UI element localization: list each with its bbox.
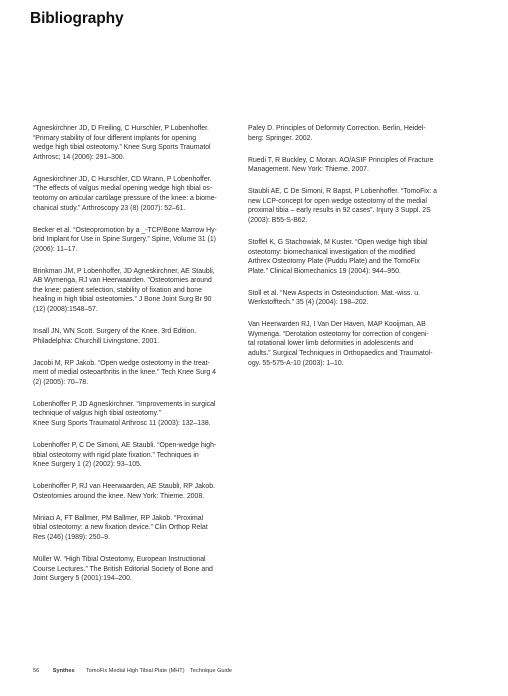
reference-line: Müller W. “High Tibial Osteotomy, European Instructional (33, 555, 206, 563)
reference-entry (33, 555, 238, 584)
reference-entry (33, 267, 238, 315)
reference-line: Stoffel K, G Stachowiak, M Kuster. “Open wedge high tibial (248, 238, 428, 246)
reference-line: healing in high tibial osteotomies.” J Bone Joint Surg Br 90 (33, 296, 212, 304)
reference-line: (2003): B55-S-B62. (248, 216, 308, 224)
reference-line: Miniaci A, FT Ballmer, PM Ballmer, RP Jakob. “Proximal (33, 514, 204, 522)
reference-line: Plate.” Clinical Biomechanics 19 (2004): 944–950. (248, 267, 401, 275)
brand-name: Synthes (52, 668, 75, 674)
reference-line: Knee Surgery 1 (2) (2002): 93–105. (33, 461, 142, 469)
page-number: 56 (33, 668, 40, 674)
reference-line: Van Heerwarden RJ, I Van Der Haven, MAP Kooijman, AB (248, 321, 426, 329)
reference-line: Osteotomies around the knee. New York: Thieme. 2008. (33, 492, 205, 500)
reference-line: teotomy on articular cartilage pressure of the knee: a biome- (33, 194, 217, 202)
reference-line: Becker et al. “Osteopromotion by a _-TCP/Bone Marrow Hy- (33, 226, 217, 234)
reference-line: Knee Surg Sports Traumatol Arthrosc 11 (2003): 132–138. (33, 420, 211, 427)
reference-line: proximal tibia – early results in 92 cases”. Injury 3 Suppl. 2S (248, 207, 431, 215)
reference-line: ment of medial osteoarthritis in the knee.” Tech Knee Surg 4 (33, 369, 216, 377)
reference-entry (248, 124, 453, 143)
reference-line: new LCP-concept for open wedge osteotomy of the medial (248, 197, 427, 205)
reference-entry (248, 156, 453, 175)
reference-entry (33, 482, 238, 501)
reference-line: Insall JN, WN Scott. Surgery of the Knee. 3rd Edition. (33, 328, 197, 336)
reference-line: Res (246) (1989): 250–9. (33, 533, 110, 541)
reference-line: Wymenga. “Derotation osteotomy for correction of congeni- (248, 330, 429, 338)
page-footer (33, 668, 232, 674)
reference-line: Brinkman JM, P Lobenhoffer, JD Agneskirchner, AE Staubli, (33, 267, 215, 275)
reference-line: Management. New York: Thieme. 2007. (248, 166, 369, 174)
reference-line: Paley D. Principles of Deformity Correction. Berlin, Heidel- (248, 125, 426, 132)
reference-entry (248, 238, 453, 276)
reference-line: Agneskirchner JD, D Freiling, C Hurschler, P Lobenhoffer. (33, 125, 209, 132)
reference-line: Joint Surgery 5 (2001):194–200. (33, 575, 132, 583)
reference-line: chanical study.” Arthroscopy 23 (8) (2007): 52–61. (33, 204, 186, 212)
reference-line: tibial osteotomy with rigid plate fixation.” Techniques in (33, 451, 199, 459)
reference-entry (33, 175, 238, 213)
page-title: Bibliography (30, 10, 124, 27)
reference-line: brid Implant for Use in Spine Surgery.” Spine, Volume 31 (1) (33, 236, 216, 244)
reference-line: Arthrosc; 14 (2006): 291–300. (33, 153, 125, 161)
reference-line: Arthrex Osteotomy Plate (Puddu Plate) and the TomoFix (248, 258, 420, 266)
reference-line: (2006): 11–17. (33, 245, 78, 253)
reference-line: Philadelphia: Churchill Livingstone. 2001. (33, 337, 160, 345)
reference-line: Ruedi T, R Buckley, C Moran. AO/ASIF Principles of Fracture (248, 156, 434, 164)
reference-entry (33, 514, 238, 543)
reference-line: Lobenhoffer P, JD Agneskirchner. “Improvements in surgical (33, 400, 216, 408)
reference-line: Stoll et al. “New Aspects in Osteoinduction. Mat.-wiss. u. (248, 289, 420, 297)
bibliography-right-column (248, 124, 453, 381)
reference-line: Course Lectures.” The British Editorial Society of Bone and (33, 565, 213, 573)
reference-line: Jacobi M, RP Jakob. “Open wedge osteotomy in the treat- (33, 359, 210, 367)
reference-line: Lobenhoffer P, RJ van Heerwaarden, AE Staubli, RP Jakob. (33, 483, 215, 491)
reference-line: AB Wymenga, RJ van Heerwaarden. “Osteotomies around (33, 277, 212, 285)
reference-line: wedge high tibial osteotomy.” Knee Surg Sports Traumatol (33, 144, 211, 152)
reference-entry (248, 320, 453, 368)
reference-entry (33, 359, 238, 388)
guide-type: Technique Guide (190, 668, 232, 674)
reference-line: Lobenhoffer P, C De Simoni, AE Staubli. “Open-wedge high- (33, 441, 217, 449)
reference-entry (33, 441, 238, 470)
reference-line: technique of valgus high tibial osteotomy.” (33, 410, 161, 418)
reference-line: “The effects of valgus medial opening wedge high tibial os- (33, 185, 213, 193)
reference-line: Werkstofftech.” 35 (4) (2004): 198–202. (248, 299, 369, 307)
reference-entry (33, 124, 238, 162)
reference-line: tibial osteotomy: a new fixation device.” Clin Orthop Relat (33, 524, 208, 532)
reference-line: (2) (2005): 70–78. (33, 378, 89, 386)
reference-line: (12) (2008):1548–57. (33, 306, 98, 314)
reference-entry (33, 226, 238, 255)
reference-line: Staubli AE, C De Simoni, R Bapst, P Lobenhoffer. “TomoFix: a (248, 188, 437, 196)
guide-title: TomoFix Medial High Tibial Plate (MHT) (86, 668, 185, 674)
reference-line: the knee: patient selection, stability of fixation and bone (33, 286, 202, 294)
reference-line: osteotomy: biomechanical investigation of the modified (248, 248, 416, 256)
reference-line: berg: Springer. 2002. (248, 134, 313, 142)
reference-entry (33, 327, 238, 346)
reference-line: tal rotational lower limb deformities in adolescents and (248, 340, 414, 348)
reference-line: adults.” Surgical Techniques in Orthopaedics and Traumatol- (248, 350, 433, 358)
reference-line: “Primary stability of four different implants for opening (33, 134, 197, 142)
reference-entry (33, 400, 238, 429)
bibliography-left-column (33, 124, 238, 596)
reference-line: Agneskirchner JD, C Hurschler, CD Wrann, P Lobenhoffer. (33, 175, 212, 183)
reference-line: ogy. 55-575-A-10 (2003): 1–10. (248, 359, 344, 367)
reference-entry (248, 187, 453, 225)
reference-entry (248, 289, 453, 308)
